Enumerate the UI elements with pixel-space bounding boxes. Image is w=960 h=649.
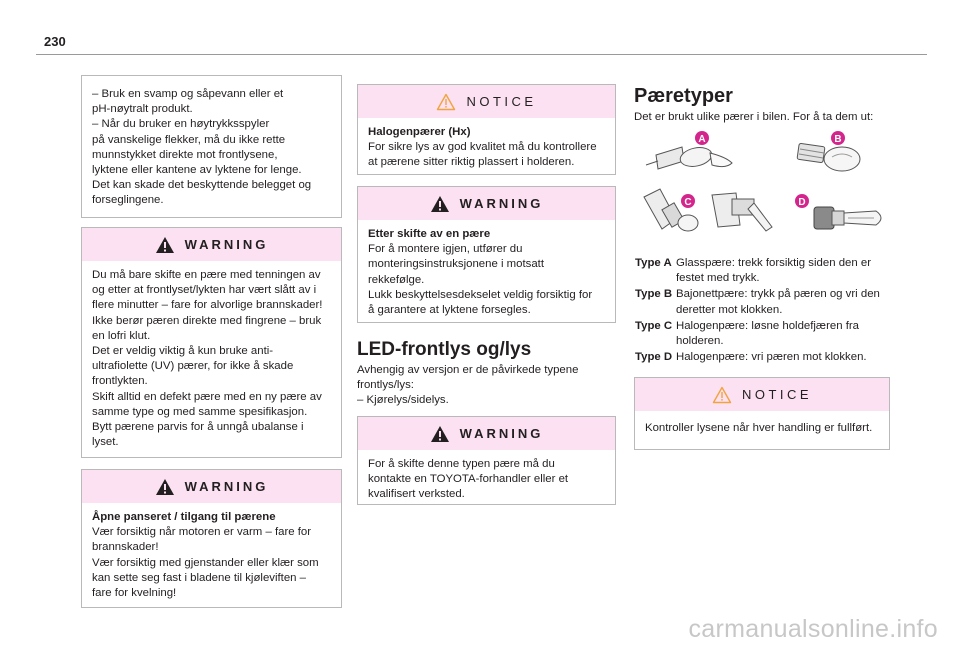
warning-title: WARNING <box>184 237 269 252</box>
text-line: munnstykket direkte mot frontlysene, <box>92 148 278 161</box>
top-divider <box>36 54 927 55</box>
text-line: frontlys/lys: <box>357 379 414 392</box>
list-item <box>635 287 895 317</box>
text-line: samme type og med samme spesifikasjon. <box>92 405 308 418</box>
notice-icon <box>436 93 456 111</box>
list-item <box>635 350 895 365</box>
text-line: ultrafiolette (UV) pærer, for ikke å skade <box>92 360 294 373</box>
text-line: fare for kvelning! <box>92 587 177 600</box>
warning-header <box>358 187 615 220</box>
text-line: kontakte en TOYOTA-forhandler eller et <box>368 473 569 486</box>
type-key: Type D <box>635 351 673 364</box>
bulb-label-b <box>831 131 845 145</box>
text-line: Ikke berør pæren direkte med fingrene – bruk <box>92 314 322 327</box>
bulb-b-icon <box>797 143 860 171</box>
text-line: Lukk beskyttelsesdekselet veldig forsiktig for <box>368 288 593 301</box>
warning-icon <box>155 478 175 496</box>
bulb-label-d <box>795 194 809 208</box>
type-description: Bajonettpære: trykk på pæren og vri den deretter mot klokken. <box>676 288 880 316</box>
svg-text:B: B <box>834 134 842 145</box>
text-line: – Bruk en svamp og såpevann eller et <box>92 88 284 100</box>
warning-heading: Åpne panseret / tilgang til pærene <box>92 511 276 523</box>
text-line: lyset. <box>92 436 119 449</box>
list-item <box>635 319 895 349</box>
warning-box-led <box>357 416 616 505</box>
text-line: kvalifisert verksted. <box>368 488 465 501</box>
bulb-type-list <box>635 256 895 366</box>
section-title-bulb-types: Pæretyper <box>634 85 733 107</box>
watermark: carmanualsonline.info <box>688 615 938 643</box>
text-line: kan sette seg fast i bladene til kjøleviften – <box>92 571 307 584</box>
notice-header <box>358 85 615 118</box>
bulb-types-intro: Det er brukt ulike pærer i bilen. For å ta dem ut: <box>634 111 874 123</box>
led-section-text <box>357 363 617 409</box>
text-line: flere minutter – fare for alvorlige brannskader! <box>92 299 323 312</box>
text-line: – Kjørelys/sidelys. <box>357 394 449 407</box>
text-line: For å montere igjen, utfører du <box>368 243 523 256</box>
text-line: pH-nøytralt produkt. <box>92 103 193 116</box>
notice-box-halogen <box>357 84 616 175</box>
bulb-a-icon <box>646 145 732 169</box>
warning-box-after-replacement <box>357 186 616 323</box>
text-line: Vær forsiktig med gjenstander eller klær som <box>92 556 319 569</box>
warning-title: WARNING <box>459 426 544 441</box>
text-line: Avhengig av versjon er de påvirkede typene <box>357 364 579 376</box>
text-line: Bytt pærene parvis for å unngå ubalanse i <box>92 421 304 434</box>
text-line: For å skifte denne typen pære må du <box>368 458 555 470</box>
warning-title: WARNING <box>184 479 269 494</box>
text-line: Skift alltid en defekt pære med en ny pære av <box>92 390 322 403</box>
warning-icon <box>430 195 450 213</box>
notice-icon <box>712 386 732 404</box>
notice-box-check-lights <box>634 377 890 450</box>
type-description: Glasspære: trekk forsiktig siden den er festet med trykk. <box>676 257 871 285</box>
page-number: 230 <box>44 34 66 49</box>
text-line: Det er veldig viktig å kun bruke anti- <box>92 345 274 358</box>
text-line: Du må bare skifte en pære med tenningen av <box>92 269 321 281</box>
warning-header <box>82 470 341 503</box>
text-line: monteringsinstruksjonene i motsatt <box>368 258 545 271</box>
text-line: at pærene sitter riktig plassert i holderen. <box>368 156 575 169</box>
text-line: For sikre lys av god kvalitet må du kontrollere <box>368 141 597 154</box>
bulb-c-icon <box>644 189 772 231</box>
text-line: lyktene eller kantene av lyktene for lenge. <box>92 164 302 177</box>
text-line: Det kan skade det beskyttende belegget og <box>92 179 312 192</box>
bulb-label-c <box>681 194 695 208</box>
cleaning-tips-box <box>81 75 342 218</box>
type-description: Halogenpære: vri pæren mot klokken. <box>676 351 867 364</box>
svg-text:D: D <box>798 197 806 208</box>
text-line: Kontroller lysene når hver handling er fullført. <box>645 422 873 434</box>
warning-title: WARNING <box>459 196 544 211</box>
warning-box-bonnet <box>81 469 342 608</box>
warning-heading: Etter skifte av en pære <box>368 228 491 240</box>
section-title-led: LED-frontlys og/lys <box>357 339 532 360</box>
bulb-label-a <box>695 131 709 145</box>
bulb-types-illustration <box>636 127 898 245</box>
bulb-d-icon <box>814 207 881 229</box>
type-key: Type A <box>635 257 672 269</box>
warning-box-bulb-replacement <box>81 227 342 458</box>
warning-icon <box>430 425 450 443</box>
text-line: brannskader! <box>92 541 159 554</box>
notice-title: NOTICE <box>466 94 537 109</box>
warning-header <box>358 417 615 450</box>
warning-icon <box>155 236 175 254</box>
notice-heading: Halogenpærer (Hx) <box>368 126 471 138</box>
type-key: Type B <box>635 288 673 301</box>
type-key: Type C <box>635 319 673 332</box>
text-line: – Når du bruker en høytrykksspyler <box>92 118 270 131</box>
svg-text:A: A <box>698 134 706 145</box>
svg-text:C: C <box>684 197 692 208</box>
list-item <box>635 256 895 286</box>
notice-title: NOTICE <box>741 387 813 402</box>
text-line: frontlykten. <box>92 375 148 388</box>
text-line: og etter at frontlyset/lykten har vært slått av i <box>92 284 317 297</box>
text-line: rekkefølge. <box>368 273 425 286</box>
type-description: Halogenpære: løsne holdefjæren fra holderen. <box>676 319 859 348</box>
text-line: å garantere at lyktene forsegles. <box>368 304 531 317</box>
text-line: Vær forsiktig når motoren er varm – fare for <box>92 526 312 539</box>
text-line: på vanskelige flekker, må du ikke rette <box>92 133 286 146</box>
text-line: forseglingene. <box>92 194 164 207</box>
text-line: en lofri klut. <box>92 329 151 342</box>
warning-header <box>82 228 341 261</box>
notice-header <box>635 378 889 411</box>
